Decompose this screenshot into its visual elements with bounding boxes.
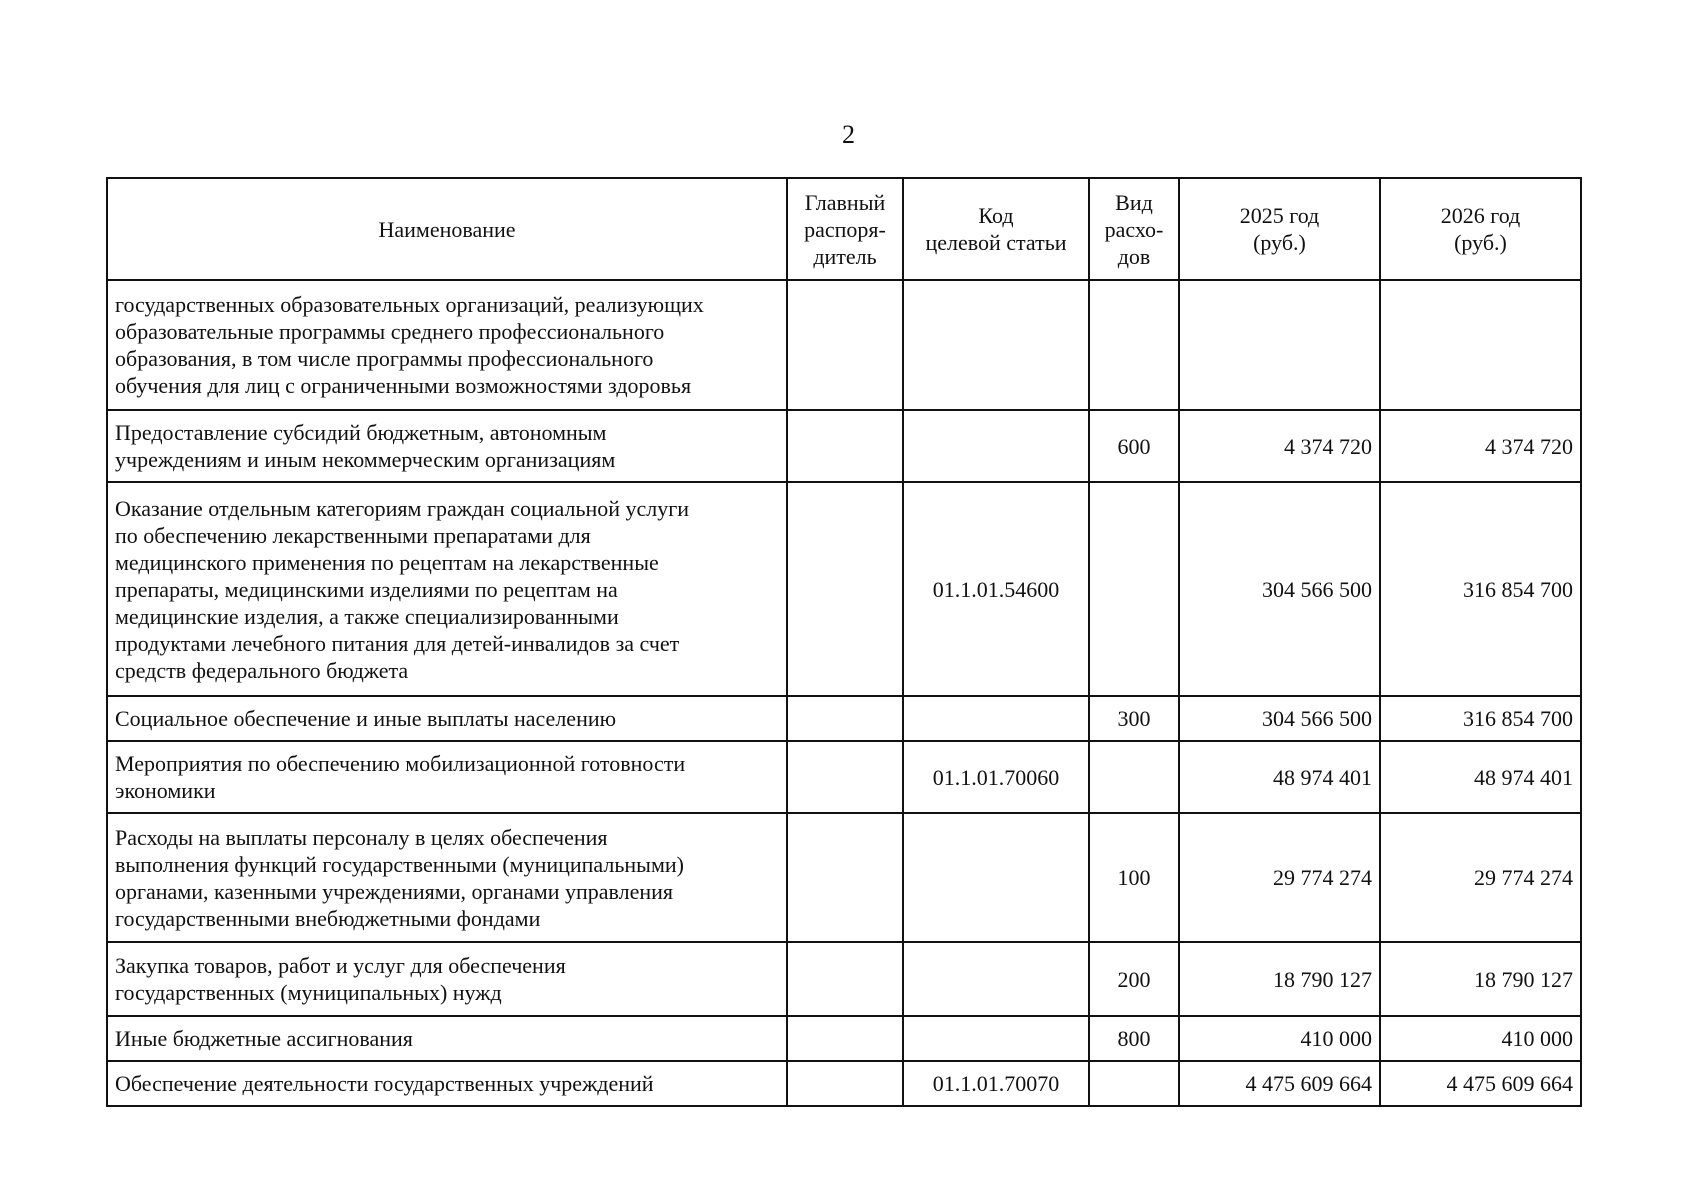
row-2025: [1179, 280, 1380, 410]
row-name: государственных образовательных организаций, реализующих образовательные программы среднего профессионального образования, в том числе программы профессионального обучения для лиц с ограниченными возможностями здоровья: [107, 280, 787, 410]
header-manager: Главный распоря- дитель: [787, 178, 903, 280]
row-2026: 18 790 127: [1380, 942, 1581, 1016]
row-name: Предоставление субсидий бюджетным, автономным учреждениям и иным некоммерческим организациям: [107, 410, 787, 482]
table-row: [107, 410, 1581, 482]
row-manager: [787, 813, 903, 942]
table-row: [107, 741, 1581, 813]
row-manager: [787, 1016, 903, 1061]
row-manager: [787, 741, 903, 813]
row-2026: [1380, 280, 1581, 410]
row-2026: 316 854 700: [1380, 482, 1581, 696]
row-manager: [787, 1061, 903, 1106]
header-expense-type: Вид расхо- дов: [1089, 178, 1179, 280]
row-name: Мероприятия по обеспечению мобилизационной готовности экономики: [107, 741, 787, 813]
row-name: Социальное обеспечение и иные выплаты населению: [107, 696, 787, 741]
row-manager: [787, 942, 903, 1016]
row-2026: 48 974 401: [1380, 741, 1581, 813]
row-2025: 410 000: [1179, 1016, 1380, 1061]
row-2026: 410 000: [1380, 1016, 1581, 1061]
header-2026: 2026 год (руб.): [1380, 178, 1581, 280]
row-name: Закупка товаров, работ и услуг для обеспечения государственных (муниципальных) нужд: [107, 942, 787, 1016]
row-manager: [787, 280, 903, 410]
row-manager: [787, 696, 903, 741]
row-2026: 4 475 609 664: [1380, 1061, 1581, 1106]
row-code: 01.1.01.54600: [903, 482, 1089, 696]
row-expense-type: 800: [1089, 1016, 1179, 1061]
row-2025: 29 774 274: [1179, 813, 1380, 942]
row-2026: 316 854 700: [1380, 696, 1581, 741]
row-code: [903, 410, 1089, 482]
table-row: [107, 696, 1581, 741]
row-2025: 4 374 720: [1179, 410, 1380, 482]
row-expense-type: 300: [1089, 696, 1179, 741]
row-code: [903, 280, 1089, 410]
row-name: Расходы на выплаты персоналу в целях обеспечения выполнения функций государственными (муниципальными) органами, казенными учреждениями, органами управления государственными внебюджетными фондами: [107, 813, 787, 942]
row-2025: 304 566 500: [1179, 696, 1380, 741]
row-2025: 18 790 127: [1179, 942, 1380, 1016]
table-row: [107, 1016, 1581, 1061]
table-header-row: [107, 178, 1581, 280]
table-row: [107, 942, 1581, 1016]
row-code: [903, 696, 1089, 741]
row-code: [903, 942, 1089, 1016]
row-2025: 4 475 609 664: [1179, 1061, 1380, 1106]
row-name: Оказание отдельным категориям граждан социальной услуги по обеспечению лекарственными препаратами для медицинского применения по рецептам на лекарственные препараты, медицинскими изделиями по рецептам на медицинские изделия, а также специализированными продуктами лечебного питания для детей-инвалидов за счет средств федерального бюджета: [107, 482, 787, 696]
row-code: [903, 813, 1089, 942]
header-code: Код целевой статьи: [903, 178, 1089, 280]
row-manager: [787, 482, 903, 696]
row-manager: [787, 410, 903, 482]
header-name: Наименование: [107, 178, 787, 280]
row-code: 01.1.01.70070: [903, 1061, 1089, 1106]
table-row: [107, 1061, 1581, 1106]
table-row: [107, 482, 1581, 696]
row-2025: 304 566 500: [1179, 482, 1380, 696]
row-code: 01.1.01.70060: [903, 741, 1089, 813]
row-name: Иные бюджетные ассигнования: [107, 1016, 787, 1061]
row-2026: 29 774 274: [1380, 813, 1581, 942]
row-name: Обеспечение деятельности государственных учреждений: [107, 1061, 787, 1106]
row-expense-type: 200: [1089, 942, 1179, 1016]
row-2025: 48 974 401: [1179, 741, 1380, 813]
row-expense-type: [1089, 741, 1179, 813]
budget-table: [106, 177, 1582, 1107]
row-expense-type: [1089, 482, 1179, 696]
row-expense-type: [1089, 1061, 1179, 1106]
header-2025: 2025 год (руб.): [1179, 178, 1380, 280]
row-expense-type: 600: [1089, 410, 1179, 482]
row-2026: 4 374 720: [1380, 410, 1581, 482]
table-row: [107, 280, 1581, 410]
row-code: [903, 1016, 1089, 1061]
table-row: [107, 813, 1581, 942]
row-expense-type: 100: [1089, 813, 1179, 942]
row-expense-type: [1089, 280, 1179, 410]
page-number: 2: [842, 120, 855, 149]
